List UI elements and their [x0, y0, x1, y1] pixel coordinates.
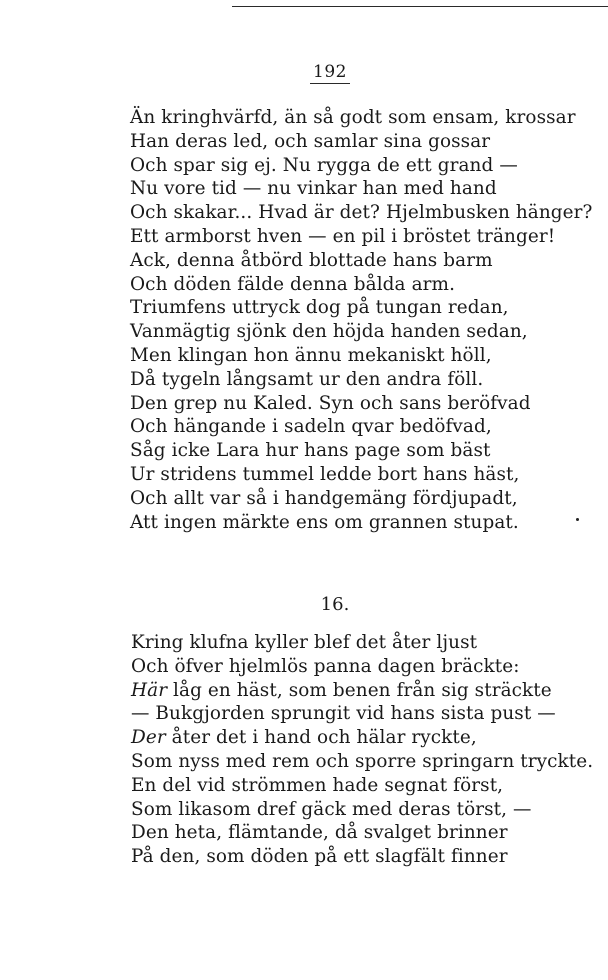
verse-line: Ett armborst hven — en pil i bröstet tränger!	[130, 225, 556, 247]
verse-line: Och spar sig ej. Nu rygga de ett grand —	[130, 154, 518, 176]
page-number-text: 192	[310, 62, 350, 84]
verse-line: Ack, denna åtbörd blottade hans barm	[130, 249, 493, 271]
top-rule	[232, 6, 608, 7]
section-number-text: 16.	[320, 594, 350, 615]
verse-line: Då tygeln långsamt ur den andra föll.	[130, 368, 484, 390]
verse-line: Och öfver hjelmlös panna dagen bräckte:	[131, 655, 520, 677]
print-speck	[576, 518, 579, 521]
section-heading	[0, 594, 608, 615]
verse-line: Kring klufna kyller blef det åter ljust	[131, 632, 478, 653]
poem-stanza-two	[131, 631, 601, 869]
verse-line: Men klingan hon ännu mekaniskt höll,	[130, 344, 492, 366]
verse-line-rest: åter det i hand och hälar ryckte,	[165, 727, 477, 749]
verse-line: Han deras led, och samlar sina gossar	[130, 130, 491, 152]
verse-line: Och hängande i sadeln qvar bedöfvad,	[130, 416, 492, 438]
verse-line: Triumfens uttryck dog på tungan redan,	[130, 297, 509, 319]
verse-line: Som likasom dref gäck med deras törst, —	[131, 798, 532, 820]
poem-stanza-one	[130, 106, 600, 534]
italic-word: Der	[131, 727, 166, 749]
verse-line: Och allt var så i handgemäng fördjupadt,	[130, 487, 518, 509]
verse-line: Den grep nu Kaled. Syn och sans beröfvad	[130, 392, 531, 414]
page-number	[0, 62, 608, 84]
verse-line: Att ingen märkte ens om grannen stupat.	[130, 511, 519, 533]
verse-line	[131, 726, 601, 750]
verse-line: Såg icke Lara hur hans page som bäst	[130, 440, 491, 462]
verse-line-rest: låg en häst, som benen från sig sträckte	[167, 679, 552, 701]
verse-line: Än kringhvärfd, än så godt som ensam, krossar	[130, 107, 576, 128]
verse-line: Vanmägtig sjönk den höjda handen sedan,	[130, 321, 528, 343]
verse-line: Ur stridens tummel ledde bort hans häst,	[130, 463, 520, 485]
verse-line: — Bukgjorden sprungit vid hans sista pust —	[131, 703, 556, 725]
italic-word: Här	[131, 679, 168, 701]
verse-line	[131, 679, 601, 703]
verse-line: Nu vore tid — nu vinkar han med hand	[130, 178, 497, 200]
verse-line: En del vid strömmen hade segnat först,	[131, 774, 504, 796]
verse-line: Den heta, flämtande, då svalget brinner	[131, 822, 508, 844]
verse-line: Och skakar... Hvad är det? Hjelmbusken hänger?	[130, 202, 593, 224]
verse-line: Som nyss med rem och sporre springarn tryckte.	[131, 750, 594, 772]
verse-line: Och döden fälde denna bålda arm.	[130, 273, 456, 295]
verse-line: På den, som döden på ett slagfält finner	[131, 846, 508, 868]
